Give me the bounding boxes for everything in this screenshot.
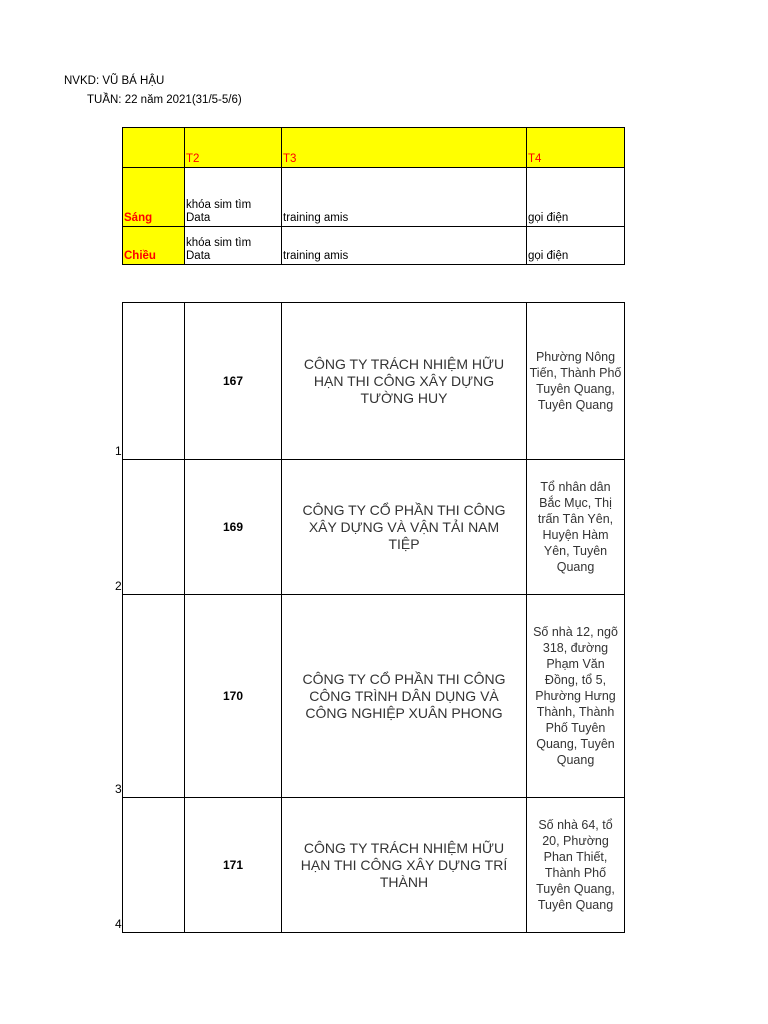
schedule-cell: gọi điện [527, 168, 625, 227]
company-code: 169 [185, 460, 282, 595]
schedule-row-label: Sáng [123, 168, 185, 227]
schedule-row-morning [123, 168, 625, 227]
company-name: CÔNG TY TRÁCH NHIỆM HỮU HẠN THI CÔNG XÂY DỰNG TƯỜNG HUY [282, 303, 527, 460]
company-address: Phường Nông Tiến, Thành Phố Tuyên Quang, Tuyên Quang [527, 303, 625, 460]
company-code: 170 [185, 595, 282, 798]
company-name: CÔNG TY CỔ PHẦN THI CÔNG CÔNG TRÌNH DÂN DỤNG VÀ CÔNG NGHIỆP XUÂN PHONG [282, 595, 527, 798]
company-address: Số nhà 64, tổ 20, Phường Phan Thiết, Thành Phố Tuyên Quang, Tuyên Quang [527, 798, 625, 933]
schedule-cell: training amis [282, 168, 527, 227]
row-index: 3 [115, 782, 122, 796]
salesperson-label: NVKD: VŨ BÁ HẬU [64, 75, 165, 87]
table-row [123, 798, 625, 933]
row-index: 4 [115, 917, 122, 931]
company-code: 171 [185, 798, 282, 933]
company-address: Số nhà 12, ngõ 318, đường Phạm Văn Đồng, tổ 5, Phường Hưng Thành, Thành Phố Tuyên Quang, Tuyên Quang [527, 595, 625, 798]
week-label: TUẦN: 22 năm 2021(31/5-5/6) [87, 94, 242, 106]
company-name: CÔNG TY TRÁCH NHIỆM HỮU HẠN THI CÔNG XÂY DỰNG TRÍ THÀNH [282, 798, 527, 933]
row-index-cell [115, 303, 185, 460]
schedule-corner-cell [123, 128, 185, 168]
table-row [123, 303, 625, 460]
schedule-cell: training amis [282, 227, 527, 265]
schedule-day-header: T2 [185, 128, 282, 168]
row-index: 2 [115, 579, 122, 593]
schedule-day-header: T3 [282, 128, 527, 168]
weekly-schedule-table [122, 127, 625, 265]
table-row [123, 595, 625, 798]
company-list-table [115, 302, 625, 933]
company-name: CÔNG TY CỔ PHẦN THI CÔNG XÂY DỰNG VÀ VẬN TẢI NAM TIỆP [282, 460, 527, 595]
schedule-row-afternoon [123, 227, 625, 265]
row-index-cell [115, 595, 185, 798]
schedule-row-label: Chiều [123, 227, 185, 265]
schedule-header-row [123, 128, 625, 168]
schedule-cell: khóa sim tìm Data [185, 168, 282, 227]
company-address: Tổ nhân dân Bắc Mục, Thị trấn Tân Yên, Huyện Hàm Yên, Tuyên Quang [527, 460, 625, 595]
table-row [123, 460, 625, 595]
row-index-cell [115, 798, 185, 933]
schedule-cell: gọi điện [527, 227, 625, 265]
schedule-day-header: T4 [527, 128, 625, 168]
row-index-cell [115, 460, 185, 595]
schedule-cell: khóa sim tìm Data [185, 227, 282, 265]
row-index: 1 [115, 444, 122, 458]
company-code: 167 [185, 303, 282, 460]
